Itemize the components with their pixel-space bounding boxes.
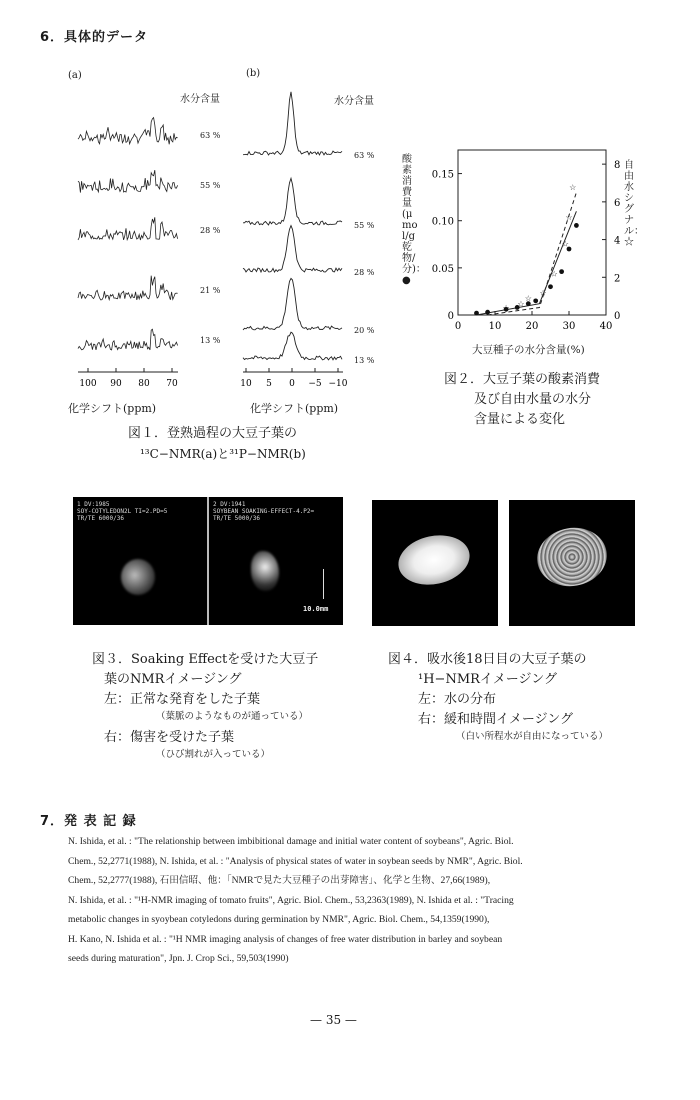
left-header-line1: 1 DV:1985 <box>77 501 110 508</box>
section-7-title: 7．発 表 記 録 <box>40 814 137 829</box>
oxygen-point <box>559 269 564 274</box>
right-header-line2: SOYBEAN SOAKING-EFFECT-4.P2= <box>213 508 315 515</box>
c13-spectrum-trace <box>78 170 178 193</box>
right-header-line3: TR/TE 5000/36 <box>213 515 260 522</box>
y2-axis-label: 自由水シグナル：☆ <box>624 160 644 248</box>
figure-3-right-desc: 右：傷害を受けた子葉 <box>104 730 235 745</box>
figure-4-caption <box>388 650 678 744</box>
moisture-level-a: 28 % <box>200 226 221 235</box>
dashed-fit-line <box>488 192 577 315</box>
free-water-point: ☆ <box>569 182 577 192</box>
reference-line: Chem., 52,2777(1988), 石田信昭、他：「NMRで見た大豆種子の出芽障害」、化学と生物、27,66(1989), <box>68 875 491 886</box>
data-points <box>474 183 579 316</box>
figure-3-caption-line1: 図３．Soaking Effectを受けた大豆子 <box>92 652 319 667</box>
scale-label: 10.0mm <box>303 605 329 613</box>
tick-label: 100 <box>79 379 97 389</box>
figure-2 <box>400 130 660 430</box>
figure-3-left-note: （葉脈のようなものが通っている） <box>156 711 309 722</box>
panel-b-label: (b) <box>246 68 261 79</box>
y-tick-label: 0.10 <box>431 216 454 228</box>
axis-a-xlabel: 化学シフト(ppm) <box>68 402 157 415</box>
free-water-point: ☆ <box>524 294 532 304</box>
relaxation-time-blob <box>532 522 611 591</box>
section-6-title: 6．具体的データ <box>40 30 149 45</box>
reference-line: Chem., 52,2771(1988), N. Ishida, et al. : "Analysis of physical states of water in soybean seeds by NMR", Agric. Biol. <box>68 855 523 867</box>
figure-2-caption-line3: 含量による変化 <box>474 412 566 427</box>
panel-divider <box>207 497 209 625</box>
moisture-level-b: 13 % <box>354 356 375 365</box>
free-water-point: ☆ <box>539 288 547 298</box>
reference-line: N. Ishida, et al. : "The relationship between imbibitional damage and initial water content of soybeans", Agric. Biol. <box>68 836 514 847</box>
damaged-cotyledon-blob <box>251 551 279 591</box>
panel-a-label: (a) <box>68 70 82 81</box>
scale-bar <box>323 569 324 599</box>
axis-a-ticks <box>79 368 178 389</box>
moisture-level-a: 13 % <box>200 336 221 345</box>
p31-spectrum-trace <box>243 92 342 155</box>
moisture-header-a: 水分含量 <box>180 94 220 105</box>
tick-label: 70 <box>166 379 178 389</box>
tick-label: 80 <box>138 379 150 389</box>
moisture-level-a: 21 % <box>200 286 221 295</box>
oxygen-point <box>574 223 579 228</box>
axis-b-xlabel: 化学シフト(ppm) <box>250 402 339 415</box>
free-water-point: ☆ <box>502 303 510 313</box>
x-tick-label: 30 <box>562 321 576 332</box>
figure-2-caption-line1: 図２．大豆子葉の酸素消費 <box>444 372 601 387</box>
c13-spectrum-trace <box>78 329 178 350</box>
figure-4-caption-line2: ¹H−NMRイメージング <box>418 672 557 687</box>
water-distribution-blob <box>394 529 474 591</box>
oxygen-consumption-chart <box>400 130 660 360</box>
figure-4-caption-line1: 図４．吸水後18日目の大豆子葉の <box>388 652 587 667</box>
y-tick-label: 0 <box>447 311 454 322</box>
free-water-point: ☆ <box>565 212 573 222</box>
tick-label: 90 <box>110 379 122 389</box>
oxygen-point <box>548 284 553 289</box>
free-water-point: ☆ <box>517 299 525 309</box>
c13-nmr-spectra <box>78 118 178 350</box>
moisture-level-b: 63 % <box>354 151 375 160</box>
figure-4-left-desc: 左：水の分布 <box>418 692 497 707</box>
page-number: — 35 — <box>310 1013 357 1027</box>
figure-3-caption <box>92 650 372 762</box>
y2-tick-label: 6 <box>614 197 621 209</box>
publication-list <box>68 832 668 969</box>
y-tick-label: 0.05 <box>431 263 454 275</box>
figure-4-right-note: （白い所程水が自由になっている） <box>456 731 609 742</box>
y2-tick-label: 2 <box>614 273 621 285</box>
moisture-level-b: 28 % <box>354 268 375 277</box>
p31-spectrum-trace <box>243 178 342 225</box>
moisture-level-b: 55 % <box>354 221 375 230</box>
y2-tick-label: 0 <box>614 311 621 322</box>
moisture-header-b: 水分含量 <box>334 96 374 107</box>
left-header-line2: SOY-COTYLEDON2L TI=2.PD=5 <box>77 508 168 515</box>
free-water-point: ☆ <box>550 269 558 279</box>
y2-tick-label: 4 <box>614 235 621 247</box>
free-water-point: ☆ <box>561 239 569 249</box>
c13-spectrum-trace <box>78 276 178 300</box>
p31-spectrum-trace <box>243 278 342 330</box>
oxygen-point <box>474 311 479 316</box>
figure-1-caption-line2: ¹³C−NMR(a)と³¹P−NMR(b) <box>140 447 306 461</box>
tick-label: 10 <box>240 379 252 389</box>
oxygen-point <box>533 298 538 303</box>
right-header-line1: 2 DV:1941 <box>213 501 246 508</box>
y-tick-label: 0.15 <box>431 169 454 181</box>
reference-line: H. Kano, N. Ishida et al. : "¹H NMR imaging analysis of changes of free water distribution in barley and soybean <box>68 933 503 945</box>
reference-line: metabolic changes in syoybean cotyledons during germination by NMR", Agric. Biol. Chem., 54,1359(1990), <box>68 914 490 925</box>
p31-spectrum-trace <box>243 332 342 360</box>
tick-label: 5 <box>266 379 272 389</box>
tick-label: −10 <box>328 379 348 389</box>
tick-label: 0 <box>289 379 295 389</box>
oxygen-point <box>485 310 490 315</box>
moisture-level-b: 20 % <box>354 326 375 335</box>
x-tick-label: 0 <box>454 321 462 332</box>
x-tick-label: 10 <box>488 321 502 332</box>
figure-1 <box>60 60 390 470</box>
figure-1-caption-line1: 図１．登熟過程の大豆子葉の <box>128 426 298 441</box>
figure-4-right-desc: 右：緩和時間イメージング <box>418 712 574 727</box>
x-tick-label: 20 <box>525 321 539 332</box>
figure-4-right-image <box>509 500 635 626</box>
left-header-line3: TR/TE 6000/36 <box>77 515 124 522</box>
p31-spectrum-trace <box>243 226 342 272</box>
normal-cotyledon-blob <box>121 559 155 595</box>
x-tick-label: 40 <box>599 321 613 332</box>
y2-tick-label: 8 <box>614 160 621 172</box>
figure-3-caption-line2: 葉のNMRイメージング <box>104 672 242 687</box>
plot-frame <box>458 150 606 315</box>
figure-3-image <box>73 497 343 625</box>
y-axis-label: 酸素消費量(μ mol/g 乾物/分)：● <box>402 154 426 286</box>
moisture-level-a: 55 % <box>200 181 221 190</box>
reference-line: N. Ishida, et al. : "¹H-NMR imaging of tomato fruits", Agric. Biol. Chem., 53,2363(1989), N. Ishida et al. : "Tracing <box>68 894 514 906</box>
p31-nmr-spectra <box>243 92 342 360</box>
x-axis-label: 大豆種子の水分含量(%) <box>472 344 585 356</box>
tick-label: −5 <box>308 379 322 389</box>
axis-b-ticks <box>240 368 347 389</box>
moisture-level-a: 63 % <box>200 131 221 140</box>
figure-4-left-image <box>372 500 498 626</box>
figure-2-caption-line2: 及び自由水量の水分 <box>474 392 592 407</box>
figure-3-left-desc: 左：正常な発育をした子葉 <box>104 692 261 707</box>
figure-3-right-note: （ひび割れが入っている） <box>156 749 271 760</box>
reference-line: seeds during maturation", Jpn. J. Crop Sci., 59,503(1990) <box>68 953 289 964</box>
c13-spectrum-trace <box>78 118 178 145</box>
c13-spectrum-trace <box>78 217 178 240</box>
